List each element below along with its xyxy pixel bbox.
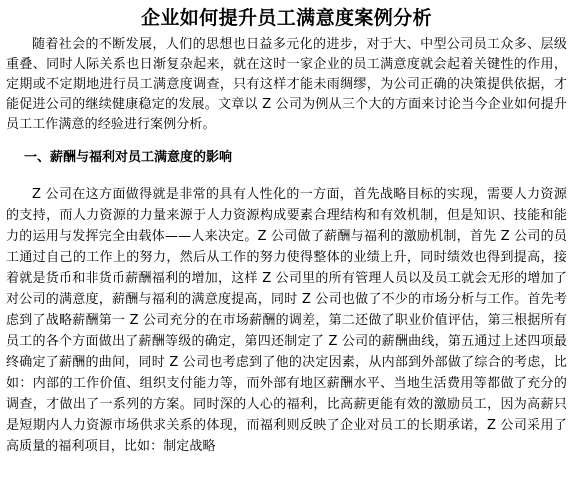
intro-paragraph: 随着社会的不断发展，人们的思想也日益多元化的进步，对于大、中型公司员工众多、层级重叠、同时人际关系也日渐复杂起来，就在这时一家企业的员工满意度就会起着关键性的作用，定期或不定期地进行员工满意度调查，只有这样才能未雨绸缪，为公司正确的决策提供依据，才能促进公司的继续健康稳定的发展。文章以 Z 公司为例从三个大的方面来讨论当今企业如何提升员工工作满意的经验进行案例分析。 — [6, 37, 567, 132]
document-title: 企业如何提升员工满意度案例分析 — [140, 7, 432, 29]
section-heading: 一、薪酬与福利对员工满意度的影响 — [24, 150, 233, 165]
section-body-paragraph: Z 公司在这方面做得就是非常的具有人性化的一方面，首先战略目标的实现，需要人力资源的支持，而人力资源的力量来源于人力资源构成要素合理结构和有效机制，但是知识、技能和能力的运用与发挥完全由载体——人来决定。Z 公司做了薪酬与福利的激励机制，首先 Z 公司的员工通过自己的工作上的努力，然后从工作的努力使得整体的业绩上升，同时绩效也得到提高，接着就是货币和非货币薪酬福利的增加，这样 Z 公司里的所有管理人员以及员工就会无形的增加了对公司的满意度，薪酬与福利的满意度提高，同时 Z 公司也做了不少的市场分析与工作。首先考虑到了战略薪酬第一 Z 公司充分的在市场薪酬的调差，第二还做了职业价值评估，第三根据所有员工的各个方面做出了薪酬等级的确定，第四还制定了 Z 公司的薪酬曲线，第五通过上述四项最终确定了薪酬的曲间，同时 Z 公司也考虑到了他的决定因素，从内部到外部做了综合的考虑，比如：内部的工作价值、组织支付能力等，而外部有地区薪酬水平、当地生活费用等都做了充分的调查，才做出了一系列的方案。同时深的人心的福利，比高薪更能有效的激励员工，因为高薪只是短期内人力资源市场供求关系的体现，而福利则反映了企业对员工的长期承诺，Z 公司采用了高质量的福利项目，比如：制定战略 — [6, 187, 567, 454]
